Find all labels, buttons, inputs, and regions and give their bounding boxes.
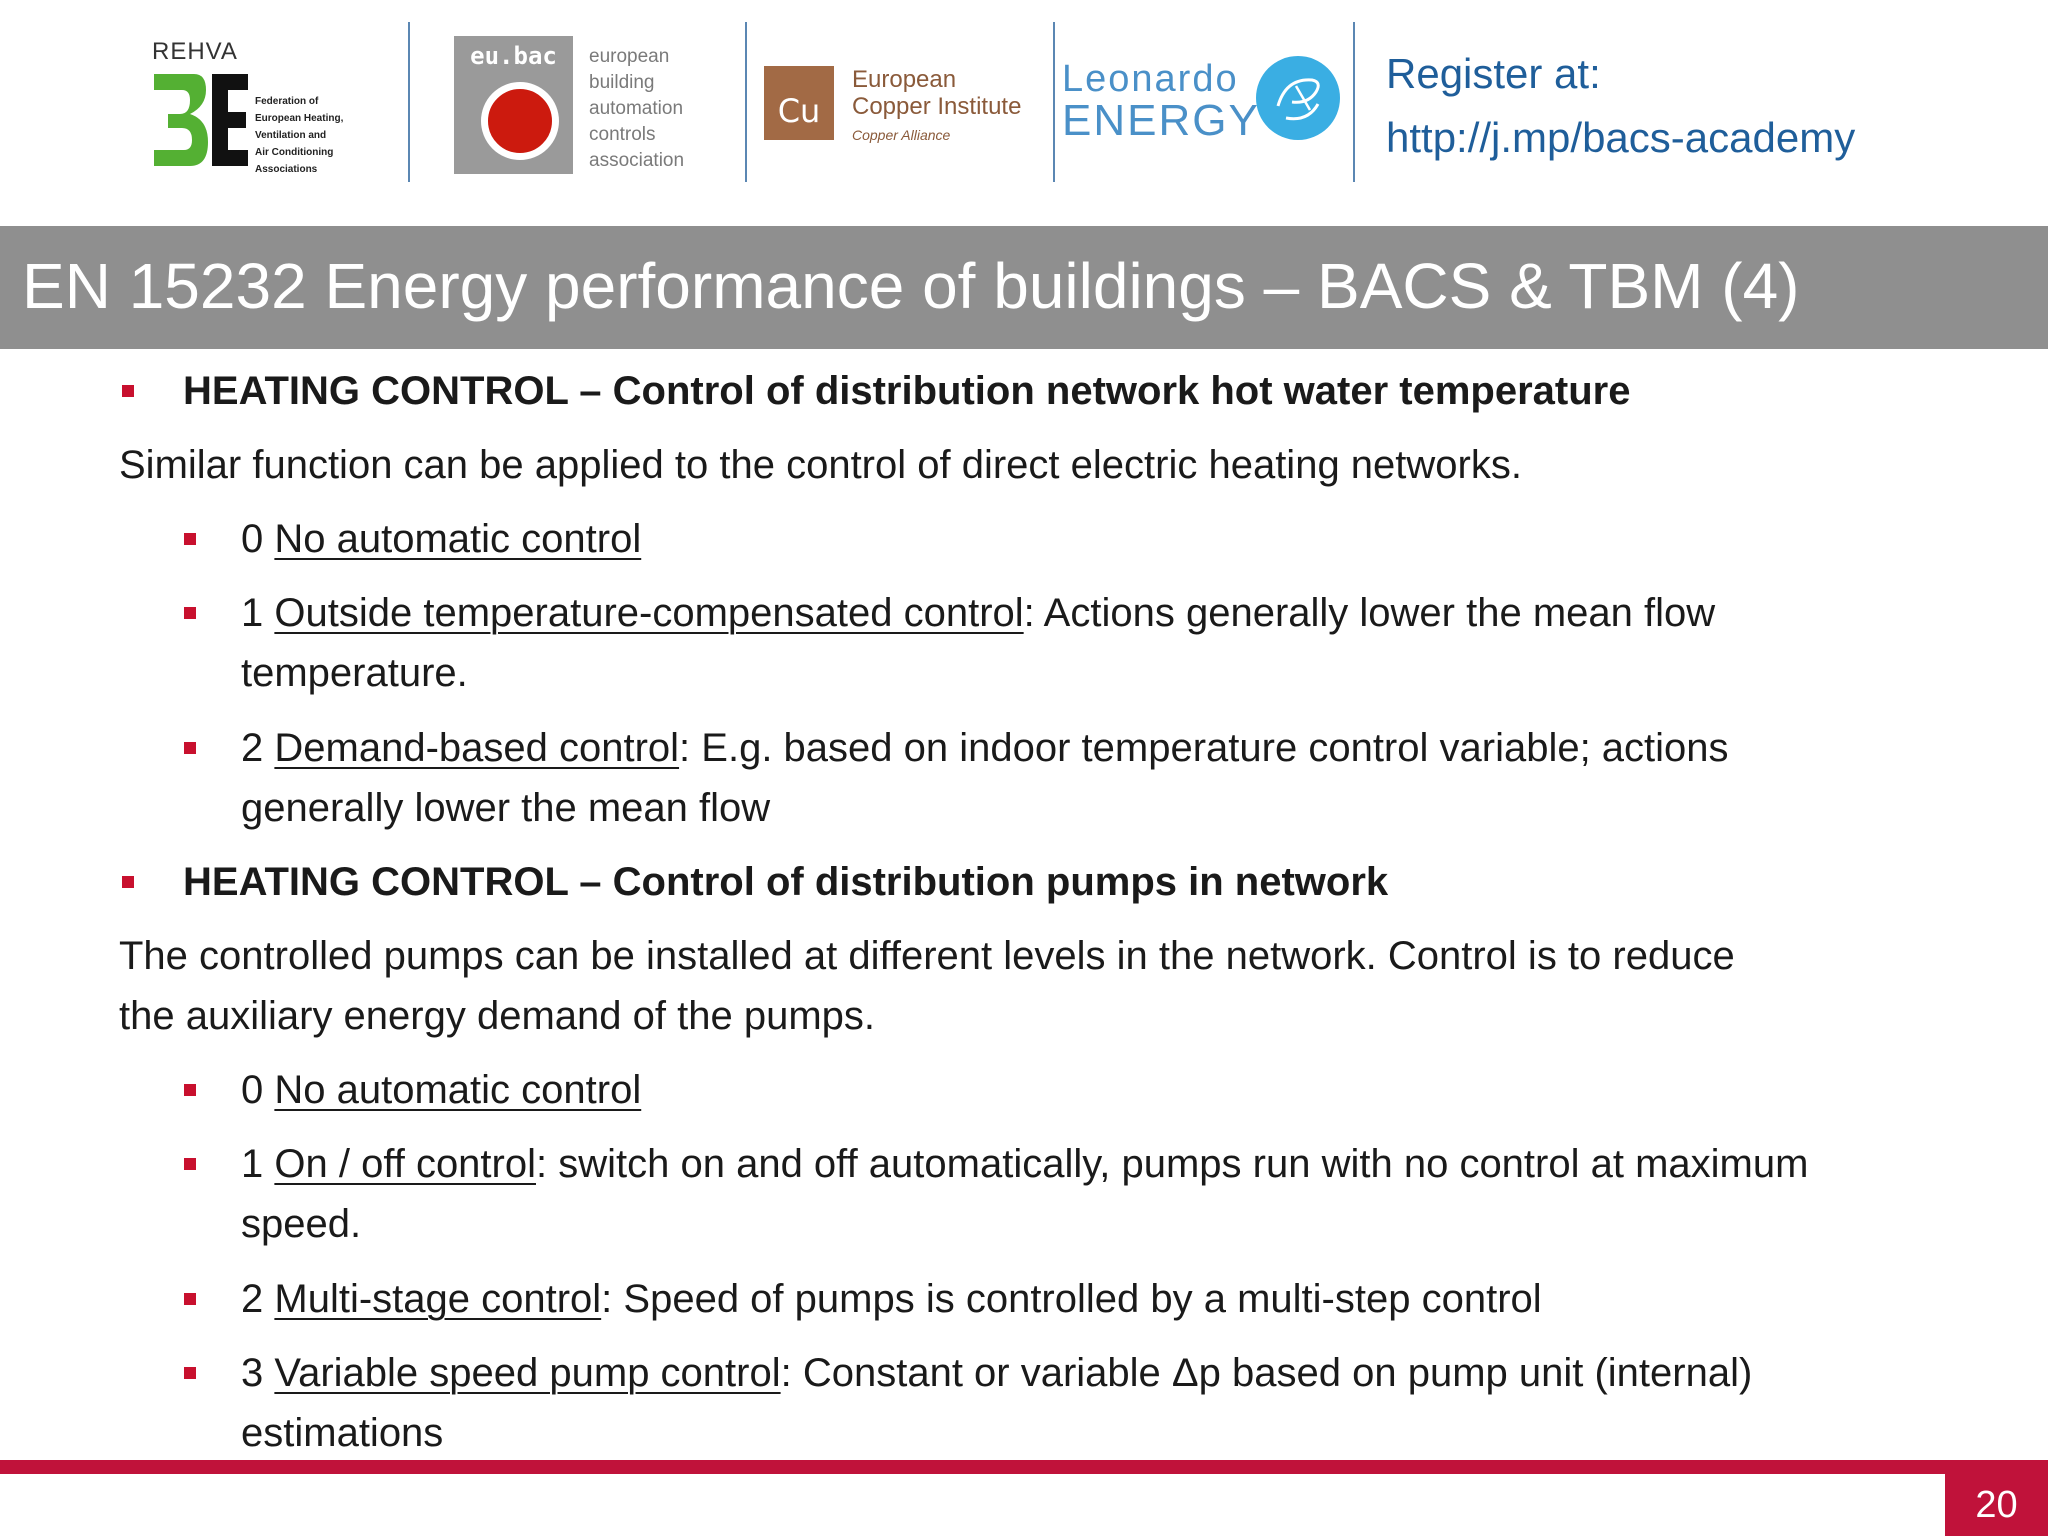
- rehva-line: Federation of: [255, 96, 319, 107]
- list-item: [241, 1067, 641, 1113]
- rehva-logo-icon: [150, 66, 250, 176]
- rehva-line: European Heating,: [255, 113, 344, 124]
- register-url-link[interactable]: http://j.mp/bacs-academy: [1386, 114, 1856, 161]
- item-number: 0: [241, 1068, 264, 1112]
- logo-divider: [408, 22, 410, 182]
- list-item: [241, 1350, 1752, 1396]
- item-desc: : Speed of pumps is controlled by a multi-step control: [601, 1277, 1542, 1321]
- logo-divider: [1053, 22, 1055, 182]
- leonardo-line1: Leonardo: [1062, 58, 1239, 100]
- item-term: On / off control: [274, 1142, 536, 1186]
- logo-divider: [1353, 22, 1355, 182]
- rehva-line: Associations: [255, 164, 318, 175]
- eubac-line: automation: [589, 98, 684, 119]
- item-number: 3: [241, 1351, 264, 1395]
- leonardo-swirl-icon: [1256, 56, 1340, 140]
- eubac-circle-icon: [481, 82, 559, 160]
- rehva-label: REHVA: [152, 38, 238, 65]
- page-number: 20: [1975, 1484, 2018, 1526]
- list-item: [241, 590, 1715, 636]
- section-intro: the auxiliary energy demand of the pumps.: [119, 994, 875, 1038]
- item-number: 1: [241, 1142, 264, 1186]
- item-number: 2: [241, 726, 264, 770]
- bullet-square-icon: [122, 385, 134, 397]
- list-item: [241, 1276, 1542, 1322]
- eubac-line: building: [589, 72, 655, 93]
- copper-symbol: Cu: [777, 92, 821, 130]
- bullet-square-icon: [184, 1084, 196, 1096]
- eubac-logo: [454, 36, 573, 174]
- copper-line3: Copper Alliance: [852, 127, 951, 143]
- leonardo-line2: ENERGY: [1062, 96, 1260, 145]
- eubac-title: eu.bac: [470, 42, 557, 70]
- item-term: No automatic control: [274, 1068, 642, 1112]
- item-desc: : Actions generally lower the mean flow: [1023, 591, 1716, 635]
- item-term: No automatic control: [274, 517, 642, 561]
- list-item: [241, 516, 641, 562]
- item-number: 0: [241, 517, 264, 561]
- title-bar: [0, 226, 2048, 349]
- item-desc: : E.g. based on indoor temperature control variable; actions: [679, 726, 1729, 770]
- page-number-box: [1945, 1460, 2048, 1536]
- list-item: [241, 1141, 1808, 1187]
- bullet-square-icon: [184, 607, 196, 619]
- section-intro: The controlled pumps can be installed at different levels in the network. Control is to reduce: [119, 934, 1735, 978]
- rehva-line: Ventilation and: [255, 130, 327, 141]
- item-desc: : switch on and off automatically, pumps run with no control at maximum: [536, 1142, 1809, 1186]
- bullet-square-icon: [184, 742, 196, 754]
- bullet-square-icon: [184, 533, 196, 545]
- bullet-square-icon: [184, 1293, 196, 1305]
- list-item: [241, 725, 1729, 771]
- logo-header: [0, 0, 2048, 225]
- eubac-description: [589, 44, 684, 174]
- item-desc-continued: estimations: [241, 1411, 444, 1455]
- item-desc-continued: temperature.: [241, 651, 468, 695]
- item-number: 1: [241, 591, 264, 635]
- item-term: Outside temperature-compensated control: [274, 591, 1024, 635]
- slide-title: EN 15232 Energy performance of buildings – BACS & TBM (4): [22, 250, 1800, 322]
- item-term: Demand-based control: [274, 726, 680, 770]
- eubac-line: association: [589, 150, 685, 171]
- logo-divider: [745, 22, 747, 182]
- section-intro: Similar function can be applied to the control of direct electric heating networks.: [119, 443, 1522, 487]
- copper-logo: [764, 66, 834, 140]
- copper-line1: European: [852, 66, 957, 93]
- rehva-description: [255, 93, 343, 178]
- bullet-square-icon: [122, 876, 134, 888]
- section-heading: HEATING CONTROL – Control of distribution network hot water temperature: [183, 369, 1631, 413]
- register-label: Register at:: [1386, 50, 1601, 97]
- item-number: 2: [241, 1277, 264, 1321]
- eubac-line: european: [589, 46, 670, 67]
- section-heading: HEATING CONTROL – Control of distribution pumps in network: [183, 860, 1389, 904]
- item-desc: : Constant or variable Δp based on pump unit (internal): [780, 1351, 1753, 1395]
- eubac-line: controls: [589, 124, 656, 145]
- item-term: Multi-stage control: [274, 1277, 602, 1321]
- item-desc-continued: speed.: [241, 1202, 362, 1246]
- item-term: Variable speed pump control: [274, 1351, 781, 1395]
- bullet-square-icon: [184, 1367, 196, 1379]
- rehva-line: Air Conditioning: [255, 147, 334, 158]
- item-desc-continued: generally lower the mean flow: [241, 786, 771, 830]
- copper-line2: Copper Institute: [852, 93, 1022, 120]
- footer-bar: [0, 1460, 2048, 1474]
- bullet-square-icon: [184, 1158, 196, 1170]
